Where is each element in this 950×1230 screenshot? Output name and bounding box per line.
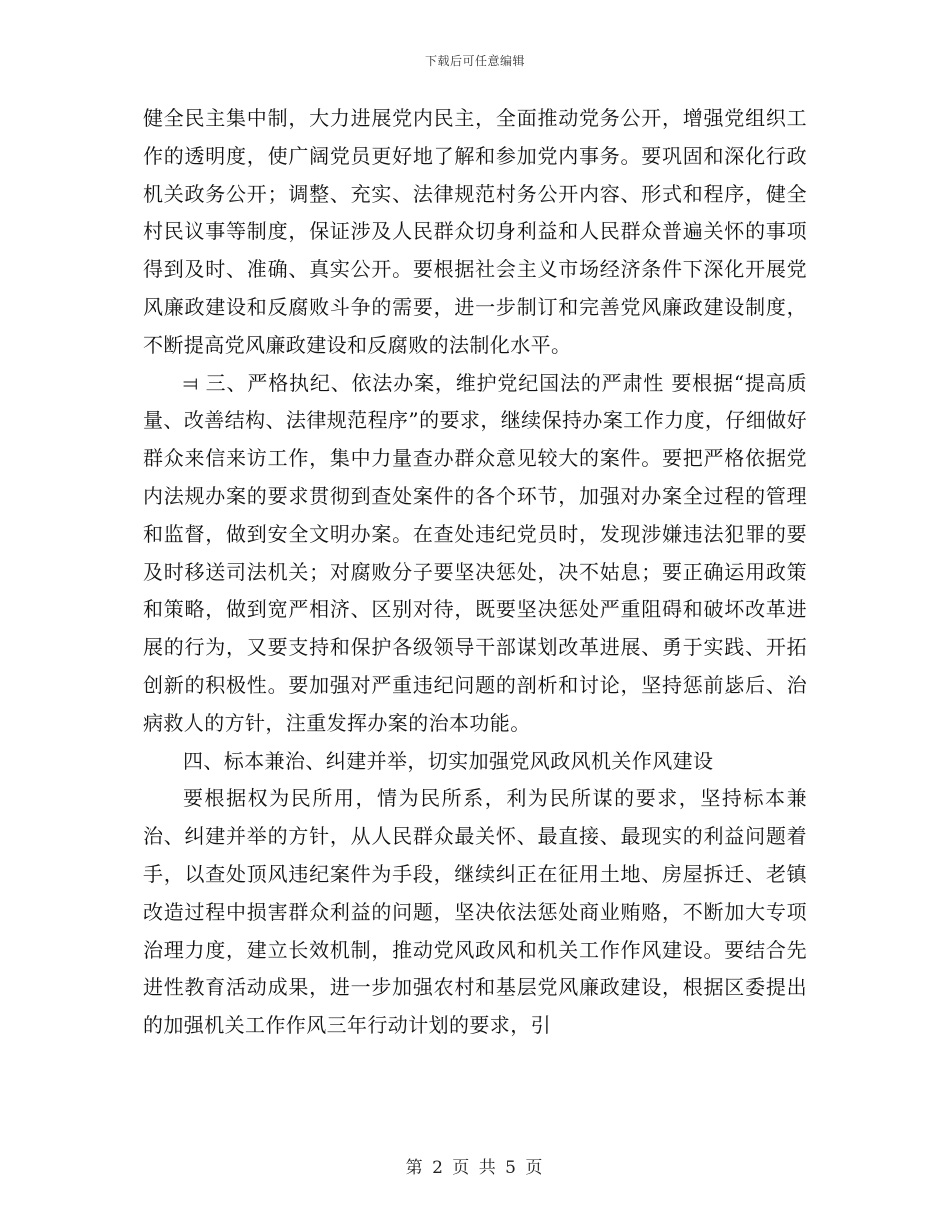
document-body [143,100,807,1045]
page-header: 下载后可任意编辑 [424,54,525,68]
paragraph-1: 健全民主集中制，大力进展党内民主，全面推动党务公开，增强党组织工作的透明度，使广阔党员更好地了解和参加党内事务。要巩固和深化行政机关政务公开；调整、充实、法律规范村务公开内容、形式和程序，健全村民议事等制度，保证涉及人民群众切身利益和人民群众普遍关怀的事项得到及时、准确、真实公开。要根据社会主义市场经济条件下深化开展党风廉政建设和反腐败斗争的需要，进一步制订和完善党风廉政建设制度，不断提高党风廉政建设和反腐败的法制化水平。 [143,106,807,357]
section-heading-4: 四、标本兼治、纠建并举，切实加强党风政风机关作风建设 [183,748,714,773]
paragraph-2: ⫤ 三、严格执纪、依法办案，维护党纪国法的严肃性 要根据“提高质量、改善结构、法律规范程序”的要求，继续保持办案工作力度，仔细做好群众来信来访工作，集中力量查办群众意见较大的案件。要把严格依据党内法规办案的要求贯彻到查处案件的各个环节，加强对办案全过程的管理和监督，做到安全文明办案。在查处违纪党员时，发现涉嫌违法犯罪的要及时移送司法机关；对腐败分子要坚决惩处，决不姑息；要正确运用政策和策略，做到宽严相济、区别对待，既要坚决惩处严重阻碍和破坏改革进展的行为，又要支持和保护各级领导干部谋划改革进展、勇于实践、开拓创新的积极性。要加强对严重违纪问题的剖析和讨论，坚持惩前毖后、治病救人的方针，注重发挥办案的治本功能。 [143,370,807,735]
page-number: 第 2 页 共 5 页 [405,1158,545,1178]
paragraph-4: 要根据权为民所用，情为民所系，利为民所谋的要求，坚持标本兼治、纠建并举的方针，从人民群众最关怀、最直接、最现实的利益问题着手，以查处顶风违纪案件为手段，继续纠正在征用土地、房屋拆迁、老镇改造过程中损害群众利益的问题，坚决依法惩处商业贿赂，不断加大专项治理力度，建立长效机制，推动党风政风和机关工作作风建设。要结合先进性教育活动成果，进一步加强农村和基层党风廉政建设，根据区委提出的加强机关工作作风三年行动计划的要求，引 [143,786,807,1038]
